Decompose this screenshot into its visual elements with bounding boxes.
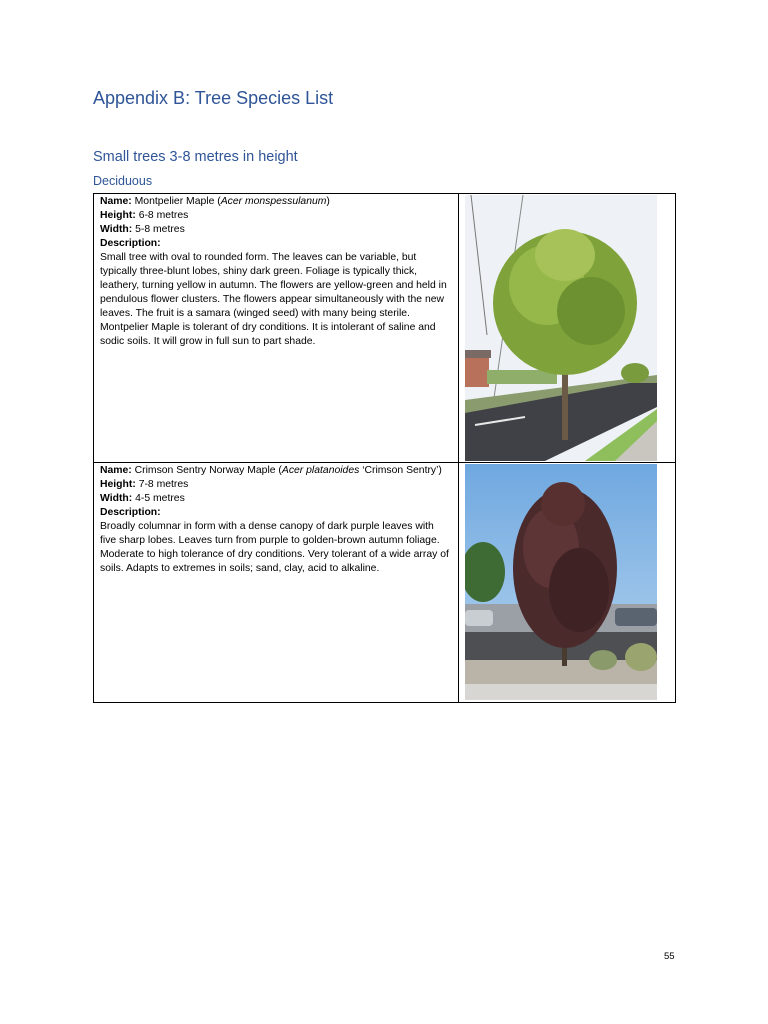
table-row [94, 463, 676, 703]
description-text: Broadly columnar in form with a dense canopy of dark purple leaves with five sharp lobes. Leaves turn from purple to golden-brown autumn foliage. [100, 521, 440, 546]
description-text: Moderate to high tolerance of dry conditions. Very tolerant of a wide array of soils. Adapts to extremes in soils; sand, clay, acid to alkaline. [100, 549, 449, 574]
section-heading: Small trees 3-8 metres in height [93, 149, 298, 165]
botanical-name: Acer platanoides [281, 465, 360, 476]
tree-width: Width: 5-8 metres [100, 224, 185, 235]
tree-width: Width: 4-5 metres [100, 493, 185, 504]
tree-species-table [93, 193, 676, 703]
botanical-name: Acer monspessulanum [220, 196, 327, 207]
montpelier-maple-photo [465, 195, 657, 461]
tree-info-cell [94, 194, 459, 463]
table-row [94, 194, 676, 463]
description-label: Description: [100, 238, 161, 249]
tree-height: Height: 7-8 metres [100, 479, 189, 490]
page-number: 55 [664, 951, 675, 962]
description-label: Description: [100, 507, 161, 518]
tree-photo-cell [458, 194, 675, 463]
tree-height: Height: 6-8 metres [100, 210, 189, 221]
tree-photo-cell [458, 463, 675, 703]
tree-info-cell [94, 463, 459, 703]
crimson-sentry-maple-photo [465, 464, 657, 700]
description-text: Small tree with oval to rounded form. The leaves can be variable, but typically three-blunt lobes, shiny dark green. Foliage is typically thick, leathery, turning yellow in autumn. The flowers are yellow-green and held in pendulous flower clusters. The flowers appear simultaneously with the new leaves. The fruit is a samara (winged seed) with many being sterile. [100, 252, 447, 319]
subsection-heading: Deciduous [93, 174, 153, 188]
tree-name: Name: Montpelier Maple (Acer monspessulanum) [100, 196, 330, 207]
description-text: Montpelier Maple is tolerant of dry conditions. It is intolerant of saline and sodic soils. It will grow in full sun to part shade. [100, 322, 436, 347]
tree-name: Name: Crimson Sentry Norway Maple (Acer platanoides ‘Crimson Sentry’) [100, 465, 442, 476]
page-title: Appendix B: Tree Species List [93, 88, 334, 108]
